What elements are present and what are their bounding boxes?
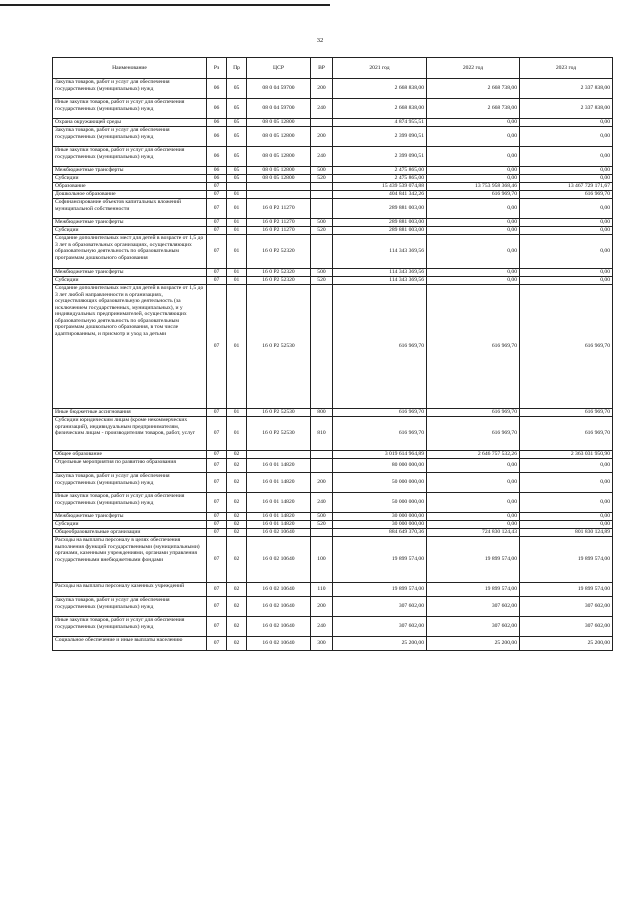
row-vr: 240: [311, 99, 333, 119]
row-name: Софинансирование объектов капитальных вложений муниципальной собственности: [53, 199, 207, 219]
row-pr: 02: [227, 597, 247, 617]
row-name: Субсидии юридическим лицам (кроме некоммерческих организаций), индивидуальным предпринимателям, физическим лицам - производителям товаров, работ, услуг: [53, 417, 207, 451]
row-amount-2023: 0,00: [520, 473, 613, 493]
row-pr: 01: [227, 277, 247, 285]
row-pr: [227, 183, 247, 191]
row-name: Межбюджетные трансферты: [53, 513, 207, 521]
table-row: [53, 147, 613, 167]
row-amount-2023: 25 200,00: [520, 637, 613, 651]
row-amount-2022: 0,00: [427, 473, 520, 493]
row-rz: 07: [207, 617, 227, 637]
row-amount-2021: 80 000 000,00: [333, 459, 427, 473]
row-rz: 06: [207, 127, 227, 147]
row-pr: 02: [227, 529, 247, 537]
row-vr: [311, 451, 333, 459]
row-vr: 240: [311, 617, 333, 637]
row-pr: 01: [227, 227, 247, 235]
row-csr: 16 0 02 10640: [247, 617, 311, 637]
row-rz: 07: [207, 227, 227, 235]
row-vr: [311, 119, 333, 127]
row-amount-2021: 3 019 614 964,89: [333, 451, 427, 459]
row-name: Иные закупки товаров, работ и услуг для обеспечения государственных (муниципальных) нужд: [53, 617, 207, 637]
row-csr: 08 0 05 12800: [247, 147, 311, 167]
row-csr: 16 0 01 14820: [247, 521, 311, 529]
row-rz: 06: [207, 119, 227, 127]
row-amount-2022: 0,00: [427, 147, 520, 167]
row-pr: 01: [227, 191, 247, 199]
row-amount-2022: 0,00: [427, 269, 520, 277]
row-name: Социальное обеспечение и иные выплаты населению: [53, 637, 207, 651]
row-rz: 07: [207, 409, 227, 417]
row-amount-2022: 0,00: [427, 127, 520, 147]
row-vr: 800: [311, 409, 333, 417]
table-row: [53, 199, 613, 219]
row-amount-2021: 30 000 000,00: [333, 513, 427, 521]
row-amount-2023: 2 363 031 950,90: [520, 451, 613, 459]
row-rz: 07: [207, 597, 227, 617]
row-vr: 200: [311, 473, 333, 493]
row-csr: 08 0 05 12800: [247, 175, 311, 183]
row-vr: 810: [311, 417, 333, 451]
row-pr: 02: [227, 493, 247, 513]
row-amount-2022: 724 830 124,43: [427, 529, 520, 537]
row-amount-2021: 19 899 574,00: [333, 583, 427, 597]
row-name: Субсидии: [53, 277, 207, 285]
row-csr: 16 0 Р2 52530: [247, 417, 311, 451]
row-amount-2022: 19 899 574,00: [427, 583, 520, 597]
row-amount-2023: 0,00: [520, 175, 613, 183]
row-pr: 02: [227, 583, 247, 597]
row-name: Отдельные мероприятия по развитию образования: [53, 459, 207, 473]
row-csr: 16 0 01 14820: [247, 493, 311, 513]
table-row: [53, 417, 613, 451]
row-csr: 08 0 05 12800: [247, 127, 311, 147]
row-amount-2022: 0,00: [427, 175, 520, 183]
row-rz: 06: [207, 79, 227, 99]
col-header-csr: ЦСР: [247, 58, 311, 79]
row-pr: 01: [227, 269, 247, 277]
row-csr: [247, 191, 311, 199]
row-amount-2023: 0,00: [520, 219, 613, 227]
row-amount-2023: 0,00: [520, 127, 613, 147]
row-rz: 07: [207, 637, 227, 651]
row-csr: 16 0 02 10640: [247, 597, 311, 617]
table-row: [53, 219, 613, 227]
row-name: Закупка товаров, работ и услуг для обеспечения государственных (муниципальных) нужд: [53, 79, 207, 99]
table-row: [53, 473, 613, 493]
row-amount-2022: 0,00: [427, 493, 520, 513]
row-amount-2022: 2 668 738,00: [427, 79, 520, 99]
col-header-rz: Рз: [207, 58, 227, 79]
row-amount-2021: 114 343 369,56: [333, 277, 427, 285]
table-row: [53, 99, 613, 119]
row-vr: [311, 285, 333, 409]
row-vr: [311, 529, 333, 537]
row-amount-2021: 289 881 003,00: [333, 199, 427, 219]
row-amount-2021: 884 649 370,36: [333, 529, 427, 537]
row-vr: 200: [311, 127, 333, 147]
table-row: [53, 167, 613, 175]
row-csr: 16 0 Р2 11270: [247, 227, 311, 235]
col-header-2022: 2022 год: [427, 58, 520, 79]
row-rz: 07: [207, 473, 227, 493]
row-amount-2021: 289 881 003,00: [333, 227, 427, 235]
row-rz: 06: [207, 147, 227, 167]
row-rz: 07: [207, 285, 227, 409]
row-name: Субсидии: [53, 175, 207, 183]
row-pr: 05: [227, 127, 247, 147]
row-amount-2022: 13 753 958 368,46: [427, 183, 520, 191]
row-amount-2023: 0,00: [520, 513, 613, 521]
row-name: Межбюджетные трансферты: [53, 269, 207, 277]
row-amount-2023: 0,00: [520, 227, 613, 235]
table-row: [53, 637, 613, 651]
row-name: Охрана окружающей среды: [53, 119, 207, 127]
row-amount-2023: 0,00: [520, 493, 613, 513]
row-amount-2023: 616 969,70: [520, 409, 613, 417]
row-amount-2022: 0,00: [427, 521, 520, 529]
row-csr: 08 0 04 59700: [247, 99, 311, 119]
table-row: [53, 409, 613, 417]
row-vr: [311, 459, 333, 473]
table-row: [53, 513, 613, 521]
row-vr: 100: [311, 537, 333, 583]
row-rz: 07: [207, 521, 227, 529]
row-name: Иные бюджетные ассигнования: [53, 409, 207, 417]
row-amount-2022: 616 969,70: [427, 191, 520, 199]
row-rz: 07: [207, 451, 227, 459]
row-vr: 520: [311, 277, 333, 285]
col-header-2023: 2023 год: [520, 58, 613, 79]
row-vr: [311, 191, 333, 199]
table-row: [53, 191, 613, 199]
row-name: Создание дополнительных мест для детей в возрасте от 1,5 до 3 лет в образовательных организациях, осуществляющих образовательную деятельность по образовательным программам дошкольного образования: [53, 235, 207, 269]
table-row: [53, 537, 613, 583]
col-header-pr: Пр: [227, 58, 247, 79]
row-name: Образование: [53, 183, 207, 191]
row-name: Закупка товаров, работ и услуг для обеспечения государственных (муниципальных) нужд: [53, 127, 207, 147]
row-amount-2023: 616 969,70: [520, 285, 613, 409]
row-amount-2023: 801 830 124,89: [520, 529, 613, 537]
row-rz: 07: [207, 191, 227, 199]
table-row: [53, 529, 613, 537]
row-csr: 16 0 Р2 52530: [247, 409, 311, 417]
row-amount-2021: 30 000 000,00: [333, 521, 427, 529]
row-rz: 07: [207, 583, 227, 597]
row-name: Иные закупки товаров, работ и услуг для обеспечения государственных (муниципальных) нужд: [53, 147, 207, 167]
row-amount-2021: 15 439 539 074,88: [333, 183, 427, 191]
table-row: [53, 459, 613, 473]
row-name: Расходы на выплаты персоналу в целях обеспечения выполнения функций государственными (муниципальными) органами, казенными учреждениями, органами управления государственными внебюджетными фондами: [53, 537, 207, 583]
row-vr: 520: [311, 227, 333, 235]
row-amount-2023: 0,00: [520, 147, 613, 167]
row-amount-2023: 0,00: [520, 277, 613, 285]
row-csr: 16 0 Р2 52530: [247, 285, 311, 409]
row-amount-2021: 25 200,00: [333, 637, 427, 651]
row-amount-2023: 0,00: [520, 167, 613, 175]
row-amount-2022: 0,00: [427, 459, 520, 473]
row-pr: 05: [227, 167, 247, 175]
row-vr: 520: [311, 175, 333, 183]
row-pr: 05: [227, 119, 247, 127]
table-row: [53, 451, 613, 459]
row-amount-2023: 19 899 574,00: [520, 537, 613, 583]
row-amount-2022: 0,00: [427, 119, 520, 127]
row-rz: 07: [207, 459, 227, 473]
row-amount-2023: 0,00: [520, 521, 613, 529]
table-row: [53, 583, 613, 597]
row-amount-2021: 50 000 000,00: [333, 473, 427, 493]
row-csr: 16 0 02 10640: [247, 529, 311, 537]
row-amount-2021: 50 000 000,00: [333, 493, 427, 513]
row-pr: 02: [227, 521, 247, 529]
top-rule: [0, 4, 330, 6]
row-amount-2023: 2 337 838,00: [520, 99, 613, 119]
row-vr: [311, 235, 333, 269]
row-vr: [311, 183, 333, 191]
table-row: [53, 127, 613, 147]
row-pr: 02: [227, 617, 247, 637]
row-amount-2022: 2 668 738,00: [427, 99, 520, 119]
table-row: [53, 277, 613, 285]
row-pr: 01: [227, 417, 247, 451]
row-csr: 16 0 02 10640: [247, 637, 311, 651]
row-amount-2021: 2 668 838,00: [333, 79, 427, 99]
row-amount-2022: 0,00: [427, 277, 520, 285]
row-amount-2021: 114 343 369,56: [333, 235, 427, 269]
row-name: Субсидии: [53, 521, 207, 529]
row-vr: 240: [311, 493, 333, 513]
col-header-vr: ВР: [311, 58, 333, 79]
row-csr: 08 0 05 12800: [247, 167, 311, 175]
row-amount-2021: 289 881 003,00: [333, 219, 427, 227]
row-csr: [247, 183, 311, 191]
row-amount-2022: 616 969,70: [427, 417, 520, 451]
row-amount-2021: 616 969,70: [333, 285, 427, 409]
row-amount-2023: 0,00: [520, 199, 613, 219]
row-amount-2022: 616 969,70: [427, 285, 520, 409]
row-amount-2023: 2 337 838,00: [520, 79, 613, 99]
col-header-2021: 2021 год: [333, 58, 427, 79]
row-pr: 02: [227, 459, 247, 473]
row-amount-2023: 616 969,70: [520, 417, 613, 451]
row-amount-2022: 0,00: [427, 167, 520, 175]
row-amount-2023: 0,00: [520, 235, 613, 269]
row-csr: 16 0 01 14820: [247, 513, 311, 521]
row-rz: 07: [207, 529, 227, 537]
row-amount-2022: 0,00: [427, 219, 520, 227]
row-csr: 08 0 04 59700: [247, 79, 311, 99]
row-rz: 07: [207, 277, 227, 285]
row-csr: 16 0 Р2 52320: [247, 235, 311, 269]
table-row: [53, 235, 613, 269]
row-rz: 06: [207, 167, 227, 175]
row-rz: 07: [207, 199, 227, 219]
row-amount-2021: 307 602,00: [333, 617, 427, 637]
row-amount-2022: 307 602,00: [427, 597, 520, 617]
row-pr: 02: [227, 473, 247, 493]
row-amount-2021: 4 874 955,51: [333, 119, 427, 127]
row-name: Межбюджетные трансферты: [53, 219, 207, 227]
row-pr: 02: [227, 451, 247, 459]
row-vr: 500: [311, 167, 333, 175]
row-rz: 07: [207, 269, 227, 277]
row-amount-2022: 25 200,00: [427, 637, 520, 651]
row-vr: 200: [311, 597, 333, 617]
row-pr: 05: [227, 175, 247, 183]
row-name: Иные закупки товаров, работ и услуг для обеспечения государственных (муниципальных) нужд: [53, 99, 207, 119]
row-vr: 110: [311, 583, 333, 597]
row-vr: 520: [311, 521, 333, 529]
row-pr: 01: [227, 409, 247, 417]
table-row: [53, 285, 613, 409]
row-amount-2021: 2 668 838,00: [333, 99, 427, 119]
row-csr: 08 0 05 12800: [247, 119, 311, 127]
row-amount-2023: 307 602,00: [520, 617, 613, 637]
row-amount-2021: 114 343 369,56: [333, 269, 427, 277]
table-row: [53, 493, 613, 513]
row-pr: 02: [227, 637, 247, 651]
row-amount-2022: 0,00: [427, 513, 520, 521]
row-csr: 16 0 Р2 52320: [247, 269, 311, 277]
row-rz: 06: [207, 175, 227, 183]
row-pr: 01: [227, 235, 247, 269]
row-csr: 16 0 02 10640: [247, 583, 311, 597]
row-csr: [247, 451, 311, 459]
table-row: [53, 175, 613, 183]
row-amount-2022: 307 602,00: [427, 617, 520, 637]
row-amount-2022: 0,00: [427, 227, 520, 235]
page-number: 32: [316, 37, 324, 44]
row-amount-2021: 2 475 865,00: [333, 175, 427, 183]
table-row: [53, 521, 613, 529]
row-name: Общеобразовательные организации: [53, 529, 207, 537]
row-rz: 07: [207, 513, 227, 521]
row-rz: 07: [207, 417, 227, 451]
row-vr: 500: [311, 513, 333, 521]
col-header-name: Наименование: [53, 58, 207, 79]
table-row: [53, 269, 613, 277]
row-csr: 16 0 Р2 52320: [247, 277, 311, 285]
row-amount-2023: 13 467 729 171,67: [520, 183, 613, 191]
row-pr: 05: [227, 147, 247, 167]
table-row: [53, 183, 613, 191]
row-name: Иные закупки товаров, работ и услуг для обеспечения государственных (муниципальных) нужд: [53, 493, 207, 513]
row-amount-2023: 19 899 574,00: [520, 583, 613, 597]
row-name: Закупка товаров, работ и услуг для обеспечения государственных (муниципальных) нужд: [53, 473, 207, 493]
row-amount-2021: 616 969,70: [333, 409, 427, 417]
table-row: [53, 227, 613, 235]
row-vr: 240: [311, 147, 333, 167]
row-vr: [311, 199, 333, 219]
row-name: Межбюджетные трансферты: [53, 167, 207, 175]
row-pr: 01: [227, 219, 247, 227]
row-csr: 16 0 02 10640: [247, 537, 311, 583]
row-rz: 07: [207, 537, 227, 583]
row-amount-2021: 2 399 090,51: [333, 127, 427, 147]
row-pr: 01: [227, 199, 247, 219]
row-amount-2021: 2 399 090,51: [333, 147, 427, 167]
row-rz: 07: [207, 219, 227, 227]
row-amount-2022: 616 969,70: [427, 409, 520, 417]
row-name: Субсидии: [53, 227, 207, 235]
row-amount-2023: 0,00: [520, 459, 613, 473]
row-amount-2022: 2 646 757 532,26: [427, 451, 520, 459]
row-amount-2022: 0,00: [427, 235, 520, 269]
row-amount-2022: 19 899 574,00: [427, 537, 520, 583]
row-amount-2021: 404 841 342,26: [333, 191, 427, 199]
header-row: [53, 58, 613, 79]
table-row: [53, 79, 613, 99]
row-vr: 500: [311, 269, 333, 277]
row-csr: 16 0 Р2 11270: [247, 199, 311, 219]
row-name: Расходы на выплаты персоналу казенных учреждений: [53, 583, 207, 597]
row-name: Общее образование: [53, 451, 207, 459]
row-pr: 02: [227, 513, 247, 521]
row-name: Закупка товаров, работ и услуг для обеспечения государственных (муниципальных) нужд: [53, 597, 207, 617]
row-rz: 06: [207, 99, 227, 119]
row-vr: 200: [311, 79, 333, 99]
row-amount-2023: 0,00: [520, 119, 613, 127]
row-amount-2021: 19 899 574,00: [333, 537, 427, 583]
row-rz: 07: [207, 183, 227, 191]
row-pr: 01: [227, 285, 247, 409]
row-amount-2022: 0,00: [427, 199, 520, 219]
table-row: [53, 597, 613, 617]
row-pr: 05: [227, 99, 247, 119]
row-rz: 07: [207, 235, 227, 269]
budget-table: [52, 57, 613, 651]
table-row: [53, 617, 613, 637]
row-amount-2021: 2 475 865,00: [333, 167, 427, 175]
row-name: Дошкольное образование: [53, 191, 207, 199]
row-vr: 500: [311, 219, 333, 227]
row-amount-2021: 307 602,00: [333, 597, 427, 617]
row-amount-2023: 0,00: [520, 269, 613, 277]
row-vr: 300: [311, 637, 333, 651]
row-name: Создание дополнительных мест для детей в возрасте от 1,5 до 3 лет любой направленности в организациях, осуществляющих образовательную деятельность (за исключением государственных, муниципальных), и у индивидуальных предпринимателей, осуществляющих образовательную деятельность по образовательным программам дошкольного образования, в том числе адаптированным, и присмотр и уход за детьми: [53, 285, 207, 409]
row-amount-2023: 307 602,00: [520, 597, 613, 617]
table-row: [53, 119, 613, 127]
row-csr: 16 0 01 14820: [247, 459, 311, 473]
row-amount-2023: 616 969,70: [520, 191, 613, 199]
row-csr: 16 0 Р2 11270: [247, 219, 311, 227]
row-pr: 02: [227, 537, 247, 583]
row-amount-2021: 616 969,70: [333, 417, 427, 451]
row-rz: 07: [207, 493, 227, 513]
row-pr: 05: [227, 79, 247, 99]
row-csr: 16 0 01 14820: [247, 473, 311, 493]
